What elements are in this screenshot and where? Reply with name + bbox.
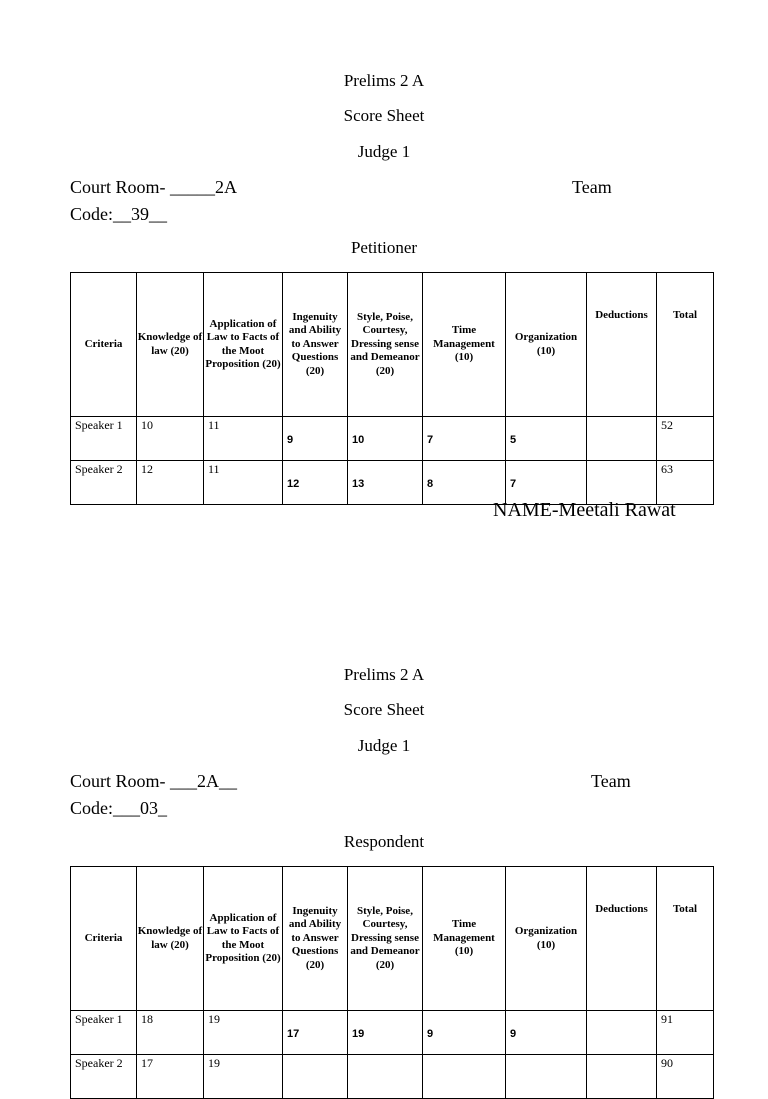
team-label: Team bbox=[572, 177, 612, 197]
score-cell: 19 bbox=[204, 1011, 283, 1055]
header-cell: Criteria bbox=[71, 273, 137, 417]
score-cell: 19 bbox=[348, 1011, 423, 1055]
score-cell: 9 bbox=[423, 1011, 506, 1055]
team-label: Team bbox=[591, 771, 631, 791]
header-cell: Style, Poise, Courtesy, Dressing sense and Demeanor (20) bbox=[348, 867, 423, 1011]
score-cell: 17 bbox=[283, 1011, 348, 1055]
score-cell: 9 bbox=[506, 1011, 587, 1055]
score-cell: 11 bbox=[204, 417, 283, 461]
judge-name: NAME-Meetali Rawat bbox=[493, 499, 676, 521]
speaker-cell: Speaker 1 bbox=[71, 417, 137, 461]
judge-label: Judge 1 bbox=[357, 142, 411, 161]
score-cell: 7 bbox=[506, 461, 587, 505]
header-cell: Organization (10) bbox=[506, 867, 587, 1011]
total-cell: 90 bbox=[657, 1055, 714, 1099]
score-cell: 8 bbox=[423, 461, 506, 505]
score-cell bbox=[423, 1055, 506, 1099]
score-cell bbox=[348, 1055, 423, 1099]
total-cell: 63 bbox=[657, 461, 714, 505]
total-cell: 91 bbox=[657, 1011, 714, 1055]
header-cell: Ingenuity and Ability to Answer Questions (20) bbox=[283, 273, 348, 417]
header-cell: Style, Poise, Courtesy, Dressing sense and Demeanor (20) bbox=[348, 273, 423, 417]
speaker-cell: Speaker 2 bbox=[71, 461, 137, 505]
table-header-row bbox=[71, 867, 714, 1011]
score-cell: 10 bbox=[348, 417, 423, 461]
deductions-cell bbox=[587, 1055, 657, 1099]
table-row bbox=[71, 1055, 714, 1099]
sheet-title: Prelims 2 A bbox=[343, 665, 425, 684]
sheet-subtitle: Score Sheet bbox=[343, 700, 425, 719]
team-code: Code:___03_ bbox=[70, 798, 167, 818]
header-cell: Organization (10) bbox=[506, 273, 587, 417]
score-cell: 19 bbox=[204, 1055, 283, 1099]
speaker-cell: Speaker 2 bbox=[71, 1055, 137, 1099]
table-row bbox=[71, 417, 714, 461]
court-room: Court Room- _____2A bbox=[70, 177, 238, 197]
side-label: Respondent bbox=[343, 832, 425, 851]
court-room: Court Room- ___2A__ bbox=[70, 771, 238, 791]
header-cell: Knowledge of law (20) bbox=[137, 273, 204, 417]
header-cell: Ingenuity and Ability to Answer Questions (20) bbox=[283, 867, 348, 1011]
team-code: Code:__39__ bbox=[70, 204, 167, 224]
header-cell: Criteria bbox=[71, 867, 137, 1011]
sheet-subtitle: Score Sheet bbox=[343, 106, 425, 125]
score-table bbox=[70, 272, 714, 505]
header-cell: Deductions bbox=[587, 273, 657, 417]
deductions-cell bbox=[587, 417, 657, 461]
header-cell: Total bbox=[657, 867, 714, 1011]
score-cell: 9 bbox=[283, 417, 348, 461]
score-table bbox=[70, 866, 714, 1099]
score-cell: 12 bbox=[137, 461, 204, 505]
score-cell: 5 bbox=[506, 417, 587, 461]
header-cell: Deductions bbox=[587, 867, 657, 1011]
table-row bbox=[71, 1011, 714, 1055]
speaker-cell: Speaker 1 bbox=[71, 1011, 137, 1055]
sheet-title: Prelims 2 A bbox=[343, 71, 425, 90]
total-cell: 52 bbox=[657, 417, 714, 461]
header-cell: Application of Law to Facts of the Moot Proposition (20) bbox=[204, 273, 283, 417]
header-cell: Time Management (10) bbox=[423, 273, 506, 417]
header-cell: Total bbox=[657, 273, 714, 417]
score-cell: 18 bbox=[137, 1011, 204, 1055]
judge-label: Judge 1 bbox=[357, 736, 411, 755]
score-cell bbox=[283, 1055, 348, 1099]
header-cell: Knowledge of law (20) bbox=[137, 867, 204, 1011]
score-cell: 12 bbox=[283, 461, 348, 505]
score-cell: 10 bbox=[137, 417, 204, 461]
score-cell bbox=[506, 1055, 587, 1099]
header-cell: Application of Law to Facts of the Moot Proposition (20) bbox=[204, 867, 283, 1011]
score-cell: 17 bbox=[137, 1055, 204, 1099]
score-cell: 13 bbox=[348, 461, 423, 505]
header-cell: Time Management (10) bbox=[423, 867, 506, 1011]
side-label: Petitioner bbox=[350, 238, 418, 257]
table-header-row bbox=[71, 273, 714, 417]
deductions-cell bbox=[587, 1011, 657, 1055]
score-cell: 7 bbox=[423, 417, 506, 461]
score-cell: 11 bbox=[204, 461, 283, 505]
